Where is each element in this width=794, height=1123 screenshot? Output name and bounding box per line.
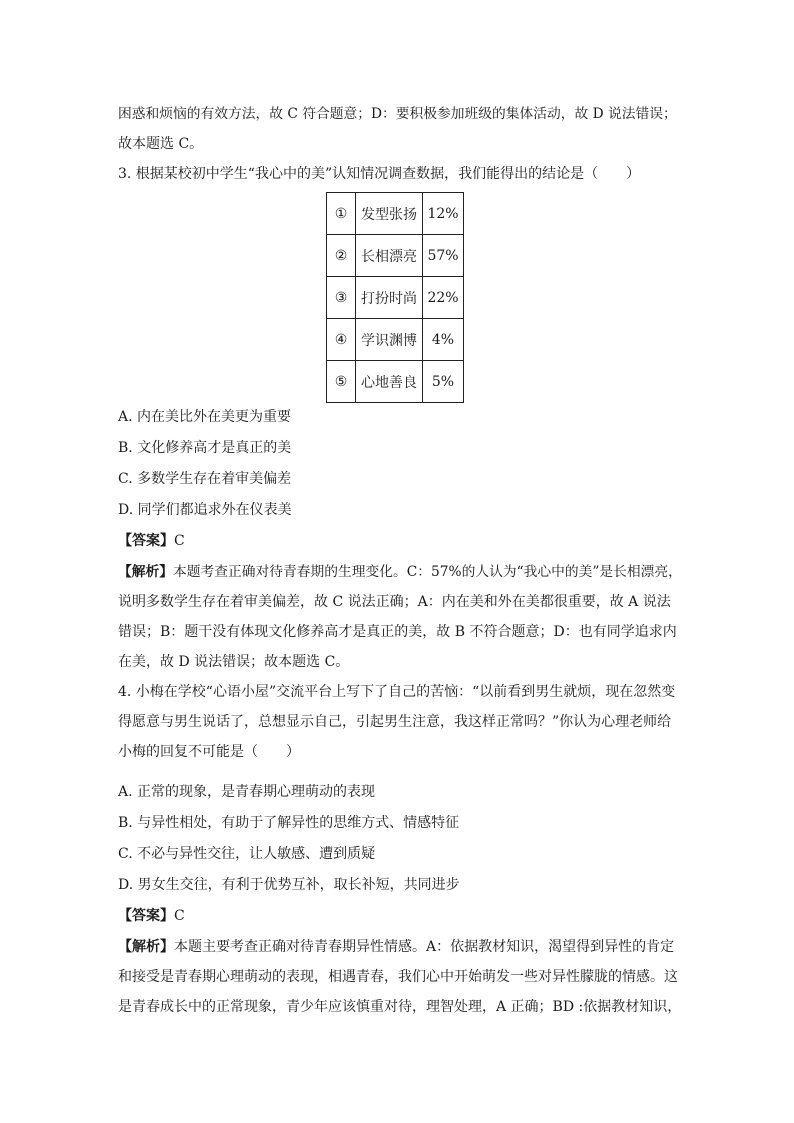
- question-4-option-a: A. 正常的现象，是青春期心理萌动的表现: [118, 784, 376, 800]
- row-percent: 22%: [423, 277, 464, 319]
- row-number: ④: [327, 319, 356, 361]
- table-row: [327, 277, 464, 319]
- question-4-analysis-line-2: 和接受是青春期心理萌动的表现，相遇青春，我们心中开始萌发一些对异性朦胧的情感。这: [118, 969, 678, 985]
- table-row: [327, 235, 464, 277]
- answer-value: C: [174, 908, 185, 924]
- analysis-text: 本题考查正确对待青春期的生理变化。C：57%的人认为“我心中的美”是长相漂亮，: [173, 564, 682, 580]
- prev-tail-line-1: 困惑和烦恼的有效方法，故 C 符合题意；D：要积极参加班级的集体活动，故 D 说法错误；: [118, 106, 677, 122]
- answer-label: 【答案】: [118, 908, 174, 924]
- question-3-stem: 3. 根据某校初中学生“我心中的美”认知情况调查数据，我们能得出的结论是（ ）: [118, 166, 641, 182]
- question-3-option-b: B. 文化修养高才是真正的美: [118, 440, 292, 456]
- survey-table: [326, 192, 464, 403]
- question-3-analysis-line-3: 错误；B：题干没有体现文化修养高才是真正的美，故 B 不符合题意；D：也有同学追求内: [118, 624, 677, 640]
- row-percent: 12%: [423, 193, 464, 235]
- answer-label: 【答案】: [118, 533, 174, 549]
- question-3-option-a: A. 内在美比外在美更为重要: [118, 409, 292, 425]
- table-row: [327, 319, 464, 361]
- question-3-answer: [118, 531, 683, 551]
- row-item: 长相漂亮: [356, 235, 423, 277]
- row-percent: 5%: [423, 361, 464, 403]
- question-3-option-c: C. 多数学生存在着审美偏差: [118, 471, 292, 487]
- row-percent: 4%: [423, 319, 464, 361]
- prev-tail-line-2: 故本题选 C。: [118, 136, 204, 152]
- row-item: 学识渊博: [356, 319, 423, 361]
- question-3-analysis-line-1: [118, 562, 683, 582]
- row-number: ①: [327, 193, 356, 235]
- question-4-option-c: C. 不必与异性交往，让人敏感、遭到质疑: [118, 846, 376, 862]
- question-4-stem-line-1: 4. 小梅在学校“心语小屋”交流平台上写下了自己的苦恼：“以前看到男生就烦，现在忽然变: [118, 684, 676, 700]
- analysis-label: 【解析】: [118, 564, 174, 580]
- row-number: ③: [327, 277, 356, 319]
- question-4-option-b: B. 与异性相处，有助于了解异性的思维方式、情感特征: [118, 815, 460, 831]
- question-4-option-d: D. 男女生交往，有利于优势互补，取长补短，共同进步: [118, 877, 460, 893]
- question-3-option-d: D. 同学们都追求外在仪表美: [118, 502, 292, 518]
- table-row: [327, 361, 464, 403]
- question-4-stem-line-3: 小梅的回复不可能是（ ）: [118, 744, 300, 760]
- row-percent: 57%: [423, 235, 464, 277]
- question-4-analysis-line-3: 是青春成长中的正常现象，青少年应该慎重对待，理智处理，A 正确；BD :依据教材知识，: [118, 999, 682, 1015]
- row-item: 发型张扬: [356, 193, 423, 235]
- question-4-answer: [118, 906, 683, 926]
- question-3-analysis-line-4: 在美，故 D 说法错误；故本题选 C。: [118, 654, 350, 670]
- row-number: ⑤: [327, 361, 356, 403]
- analysis-text: 本题主要考查正确对待青春期异性情感。A：依据教材知识，渴望得到异性的肯定: [174, 939, 675, 955]
- question-4-stem-line-2: 得愿意与男生说话了，总想显示自己，引起男生注意，我这样正常吗？”你认为心理老师给: [118, 714, 672, 730]
- row-item: 心地善良: [356, 361, 423, 403]
- table-row: [327, 193, 464, 235]
- analysis-label: 【解析】: [118, 939, 174, 955]
- row-number: ②: [327, 235, 356, 277]
- question-4-analysis-line-1: [118, 937, 683, 957]
- question-3-analysis-line-2: 说明多数学生存在着审美偏差，故 C 说法正确；A：内在美和外在美都很重要，故 A 说法: [118, 594, 671, 610]
- answer-value: C: [174, 533, 185, 549]
- row-item: 打扮时尚: [356, 277, 423, 319]
